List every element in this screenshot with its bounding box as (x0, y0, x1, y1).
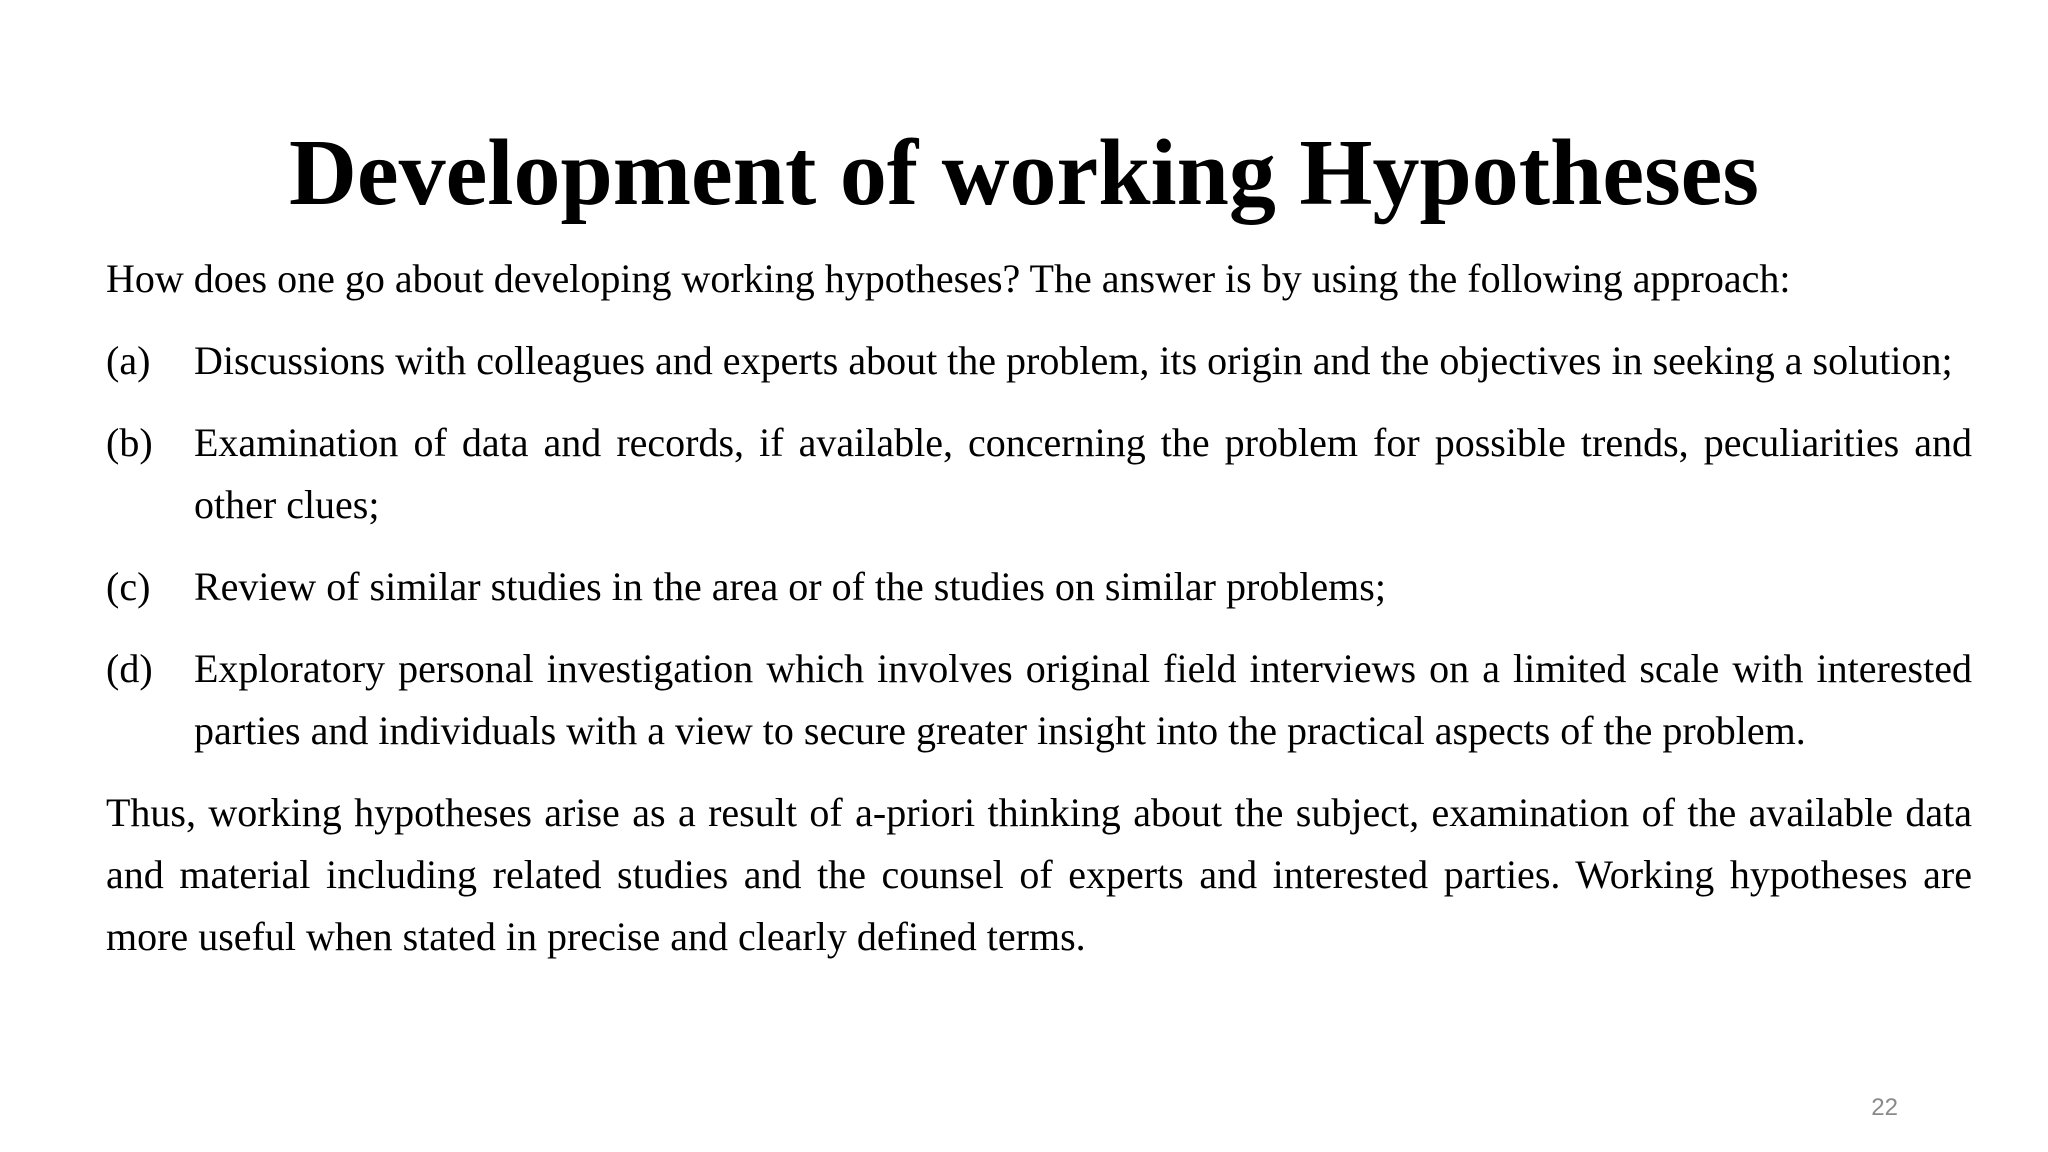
intro-paragraph: How does one go about developing working hypotheses? The answer is by using the following approach: (106, 256, 1791, 301)
list-marker: (c) (106, 564, 151, 609)
list-marker: (d) (106, 646, 153, 691)
list-item-d (106, 638, 1972, 762)
list-item-text: Review of similar studies in the area or of the studies on similar problems; (194, 564, 1386, 609)
list-item-text: Discussions with colleagues and experts about the problem, its origin and the objectives in seeking a solution; (194, 338, 1953, 383)
slide-title: Development of working Hypotheses (289, 121, 1759, 225)
list-item-c (106, 556, 1972, 618)
list-item-text: Examination of data and records, if available, concerning the problem for possible trends, peculiarities and other clues; (194, 420, 1972, 527)
list-item-b (106, 412, 1972, 536)
conclusion-paragraph: Thus, working hypotheses arise as a result of a-priori thinking about the subject, examination of the available data and material including related studies and the counsel of experts and interested parties. Working hypotheses are more useful when stated in precise and clearly defined terms. (106, 790, 1972, 959)
page-number: 22 (1871, 1094, 1898, 1121)
list-item-a (106, 330, 1972, 392)
list-marker: (a) (106, 338, 151, 383)
slide-body (106, 248, 1972, 968)
list-marker: (b) (106, 420, 153, 465)
list-item-text: Exploratory personal investigation which involves original field interviews on a limited scale with interested parties and individuals with a view to secure greater insight into the practical aspects of the problem. (194, 646, 1972, 753)
